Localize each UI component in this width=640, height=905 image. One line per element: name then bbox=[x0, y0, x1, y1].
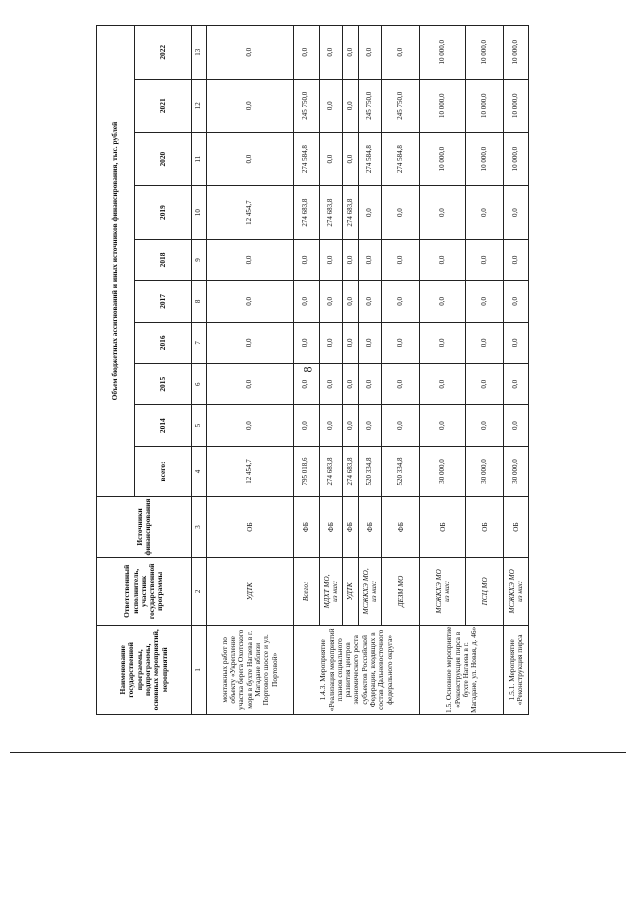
executor-label: ДЕЗМ МО bbox=[396, 575, 405, 608]
row-name: монтажных работ по объекту «Укрепление участка берега Охотского моря в бухте Нагаева в г. Магадане вблизи Портового шоссе и ул. Портовой» bbox=[206, 625, 293, 714]
row-year-value: 10 000,0 bbox=[420, 132, 466, 185]
row-year-value: 0,0 bbox=[504, 239, 529, 280]
header-executor: Ответственный исполнитель, участник государственной программы bbox=[97, 558, 192, 626]
financing-table bbox=[96, 25, 529, 715]
row-year-value: 274 683,8 bbox=[319, 186, 342, 239]
row-year-value: 0,0 bbox=[504, 281, 529, 322]
executor-label: УДТК bbox=[245, 582, 254, 601]
row-year-value: 0,0 bbox=[382, 322, 420, 363]
row-year-value: 10 000,0 bbox=[504, 79, 529, 132]
row-year-value: 0,0 bbox=[382, 186, 420, 239]
table-row bbox=[504, 26, 529, 715]
row-year-value: 274 584,8 bbox=[382, 132, 420, 185]
row-year-value: 0,0 bbox=[319, 239, 342, 280]
row-executor bbox=[342, 558, 358, 626]
row-year-value: 0,0 bbox=[382, 405, 420, 446]
row-source: ФБ bbox=[293, 497, 319, 558]
row-year-value: 12 454,7 bbox=[206, 186, 293, 239]
header-total: всего: bbox=[135, 446, 192, 496]
row-year-value: 0,0 bbox=[206, 132, 293, 185]
row-year-value: 274 683,8 bbox=[342, 186, 358, 239]
row-year-value: 0,0 bbox=[319, 322, 342, 363]
row-name: 1.5.1. Мероприятие «Реконструкция пирса bbox=[504, 625, 529, 714]
row-total: 274 683,8 bbox=[319, 446, 342, 496]
row-year-value: 0,0 bbox=[342, 364, 358, 405]
row-year-value: 10 000,0 bbox=[504, 132, 529, 185]
header-year: 2014 bbox=[135, 405, 192, 446]
column-index: 12 bbox=[192, 79, 207, 132]
row-year-value: 0,0 bbox=[359, 322, 382, 363]
row-year-value: 0,0 bbox=[319, 405, 342, 446]
column-index: 10 bbox=[192, 186, 207, 239]
row-year-value: 0,0 bbox=[293, 322, 319, 363]
row-year-value: 0,0 bbox=[206, 79, 293, 132]
column-index: 6 bbox=[192, 364, 207, 405]
table-row bbox=[359, 26, 382, 715]
page-number: 8 bbox=[300, 366, 315, 373]
row-year-value: 0,0 bbox=[466, 405, 504, 446]
row-source: ФБ bbox=[342, 497, 358, 558]
horizontal-rule bbox=[10, 752, 626, 753]
row-year-value: 0,0 bbox=[293, 239, 319, 280]
executor-label: МСЖКХЭ МО bbox=[434, 569, 443, 614]
row-year-value: 0,0 bbox=[342, 322, 358, 363]
header-year: 2017 bbox=[135, 281, 192, 322]
row-year-value: 0,0 bbox=[319, 79, 342, 132]
row-year-value: 245 750,0 bbox=[293, 79, 319, 132]
row-executor bbox=[504, 558, 529, 626]
column-index-row bbox=[192, 26, 207, 715]
row-year-value: 0,0 bbox=[342, 79, 358, 132]
row-executor bbox=[382, 558, 420, 626]
header-year: 2021 bbox=[135, 79, 192, 132]
table-row bbox=[293, 26, 319, 715]
row-year-value: 0,0 bbox=[359, 186, 382, 239]
executor-label: УДТК bbox=[346, 582, 355, 601]
row-source: ОБ bbox=[504, 497, 529, 558]
column-index: 8 bbox=[192, 281, 207, 322]
row-executor bbox=[206, 558, 293, 626]
row-year-value: 10 000,0 bbox=[466, 132, 504, 185]
column-index: 9 bbox=[192, 239, 207, 280]
row-year-value: 0,0 bbox=[382, 239, 420, 280]
executor-note: из них: bbox=[442, 580, 451, 602]
column-index: 7 bbox=[192, 322, 207, 363]
row-total: 30 000,0 bbox=[504, 446, 529, 496]
executor-note: из них: bbox=[370, 580, 379, 602]
row-source: ОБ bbox=[206, 497, 293, 558]
row-year-value: 274 584,8 bbox=[293, 132, 319, 185]
table-frame bbox=[96, 25, 529, 715]
row-year-value: 0,0 bbox=[420, 186, 466, 239]
row-year-value: 10 000,0 bbox=[420, 26, 466, 80]
row-source: ФБ bbox=[319, 497, 342, 558]
header-year: 2022 bbox=[135, 26, 192, 80]
row-year-value: 0,0 bbox=[466, 186, 504, 239]
row-executor bbox=[293, 558, 319, 626]
header-year: 2019 bbox=[135, 186, 192, 239]
row-total: 30 000,0 bbox=[420, 446, 466, 496]
row-total: 795 018,6 bbox=[293, 446, 319, 496]
row-year-value: 0,0 bbox=[342, 132, 358, 185]
row-year-value: 0,0 bbox=[319, 364, 342, 405]
row-executor bbox=[319, 558, 342, 626]
table-row bbox=[382, 26, 420, 715]
column-index: 5 bbox=[192, 405, 207, 446]
table-row bbox=[319, 26, 342, 715]
row-year-value: 0,0 bbox=[293, 364, 319, 405]
row-year-value: 0,0 bbox=[206, 281, 293, 322]
row-name: 1.4.3. Мероприятие «Реализация мероприятий планов социального развития центров экономического роста субъектов Российской Федерации, входящих в состав Дальневосточного федерального округа» bbox=[293, 625, 420, 714]
table-row bbox=[342, 26, 358, 715]
header-year: 2020 bbox=[135, 132, 192, 185]
row-year-value: 0,0 bbox=[359, 364, 382, 405]
row-year-value: 0,0 bbox=[382, 26, 420, 80]
row-year-value: 0,0 bbox=[504, 405, 529, 446]
row-year-value: 0,0 bbox=[319, 281, 342, 322]
row-year-value: 0,0 bbox=[359, 281, 382, 322]
row-executor bbox=[420, 558, 466, 626]
row-source: ОБ bbox=[466, 497, 504, 558]
column-index: 3 bbox=[192, 497, 207, 558]
row-year-value: 0,0 bbox=[504, 186, 529, 239]
table-row bbox=[420, 26, 466, 715]
row-year-value: 0,0 bbox=[206, 26, 293, 80]
row-year-value: 274 584,8 bbox=[359, 132, 382, 185]
row-year-value: 10 000,0 bbox=[504, 26, 529, 80]
row-year-value: 0,0 bbox=[319, 132, 342, 185]
row-year-value: 0,0 bbox=[420, 364, 466, 405]
row-year-value: 0,0 bbox=[382, 281, 420, 322]
executor-label: МСЖКХЭ МО, bbox=[362, 568, 371, 615]
row-year-value: 0,0 bbox=[206, 322, 293, 363]
row-year-value: 0,0 bbox=[206, 239, 293, 280]
header-year: 2016 bbox=[135, 322, 192, 363]
row-year-value: 0,0 bbox=[359, 239, 382, 280]
row-source: ФБ bbox=[382, 497, 420, 558]
executor-note: из них: bbox=[330, 580, 339, 602]
row-year-value: 0,0 bbox=[342, 405, 358, 446]
executor-note: из них: bbox=[516, 580, 525, 602]
row-year-value: 0,0 bbox=[293, 405, 319, 446]
header-year: 2018 bbox=[135, 239, 192, 280]
row-year-value: 0,0 bbox=[466, 281, 504, 322]
row-year-value: 245 750,0 bbox=[359, 79, 382, 132]
row-total: 520 334,8 bbox=[359, 446, 382, 496]
row-year-value: 0,0 bbox=[420, 281, 466, 322]
column-index: 4 bbox=[192, 446, 207, 496]
row-year-value: 0,0 bbox=[420, 405, 466, 446]
row-year-value: 0,0 bbox=[293, 281, 319, 322]
row-year-value: 0,0 bbox=[504, 322, 529, 363]
executor-label: Всего: bbox=[302, 581, 311, 602]
row-year-value: 10 000,0 bbox=[466, 26, 504, 80]
row-year-value: 0,0 bbox=[206, 364, 293, 405]
header-name: Наименование государственной программы, подпрограммы, основных мероприятий, мероприятий bbox=[97, 625, 192, 714]
row-total: 520 334,8 bbox=[382, 446, 420, 496]
row-year-value: 0,0 bbox=[319, 26, 342, 80]
row-year-value: 245 750,0 bbox=[382, 79, 420, 132]
row-year-value: 0,0 bbox=[466, 322, 504, 363]
row-year-value: 10 000,0 bbox=[420, 79, 466, 132]
row-year-value: 0,0 bbox=[504, 364, 529, 405]
column-index: 1 bbox=[192, 625, 207, 714]
row-source: ОБ bbox=[420, 497, 466, 558]
row-total: 274 683,8 bbox=[342, 446, 358, 496]
row-year-value: 0,0 bbox=[342, 239, 358, 280]
header-year: 2015 bbox=[135, 364, 192, 405]
row-executor bbox=[359, 558, 382, 626]
row-year-value: 0,0 bbox=[466, 239, 504, 280]
row-year-value: 0,0 bbox=[420, 322, 466, 363]
executor-label: МДХТ МО, bbox=[322, 574, 331, 609]
row-executor bbox=[466, 558, 504, 626]
table-row bbox=[466, 26, 504, 715]
row-year-value: 0,0 bbox=[293, 26, 319, 80]
table-body bbox=[206, 26, 528, 715]
row-source: ФБ bbox=[359, 497, 382, 558]
row-year-value: 0,0 bbox=[359, 26, 382, 80]
row-year-value: 0,0 bbox=[382, 364, 420, 405]
row-total: 12 454,7 bbox=[206, 446, 293, 496]
header-source: Источники финансирования bbox=[97, 497, 192, 558]
row-year-value: 0,0 bbox=[466, 364, 504, 405]
row-year-value: 0,0 bbox=[342, 26, 358, 80]
column-index: 2 bbox=[192, 558, 207, 626]
table-row bbox=[206, 26, 293, 715]
row-year-value: 10 000,0 bbox=[466, 79, 504, 132]
rotated-table-container bbox=[96, 25, 529, 715]
column-index: 11 bbox=[192, 132, 207, 185]
header-volume: Объем бюджетных ассигнований и иных источников финансирования, тыс. рублей bbox=[97, 26, 135, 497]
executor-label: МСЖКХЭ МО bbox=[508, 569, 517, 614]
row-year-value: 0,0 bbox=[420, 239, 466, 280]
row-year-value: 0,0 bbox=[342, 281, 358, 322]
executor-label: ПСЦ МО bbox=[480, 577, 489, 606]
row-year-value: 0,0 bbox=[359, 405, 382, 446]
row-year-value: 0,0 bbox=[206, 405, 293, 446]
row-total: 30 000,0 bbox=[466, 446, 504, 496]
column-index: 13 bbox=[192, 26, 207, 80]
row-year-value: 274 683,8 bbox=[293, 186, 319, 239]
row-name: 1.5. Основное мероприятие «Реконструкция пирса в бухте Нагаева в г. Магадане, ул. Новая, д. 46» bbox=[420, 625, 504, 714]
